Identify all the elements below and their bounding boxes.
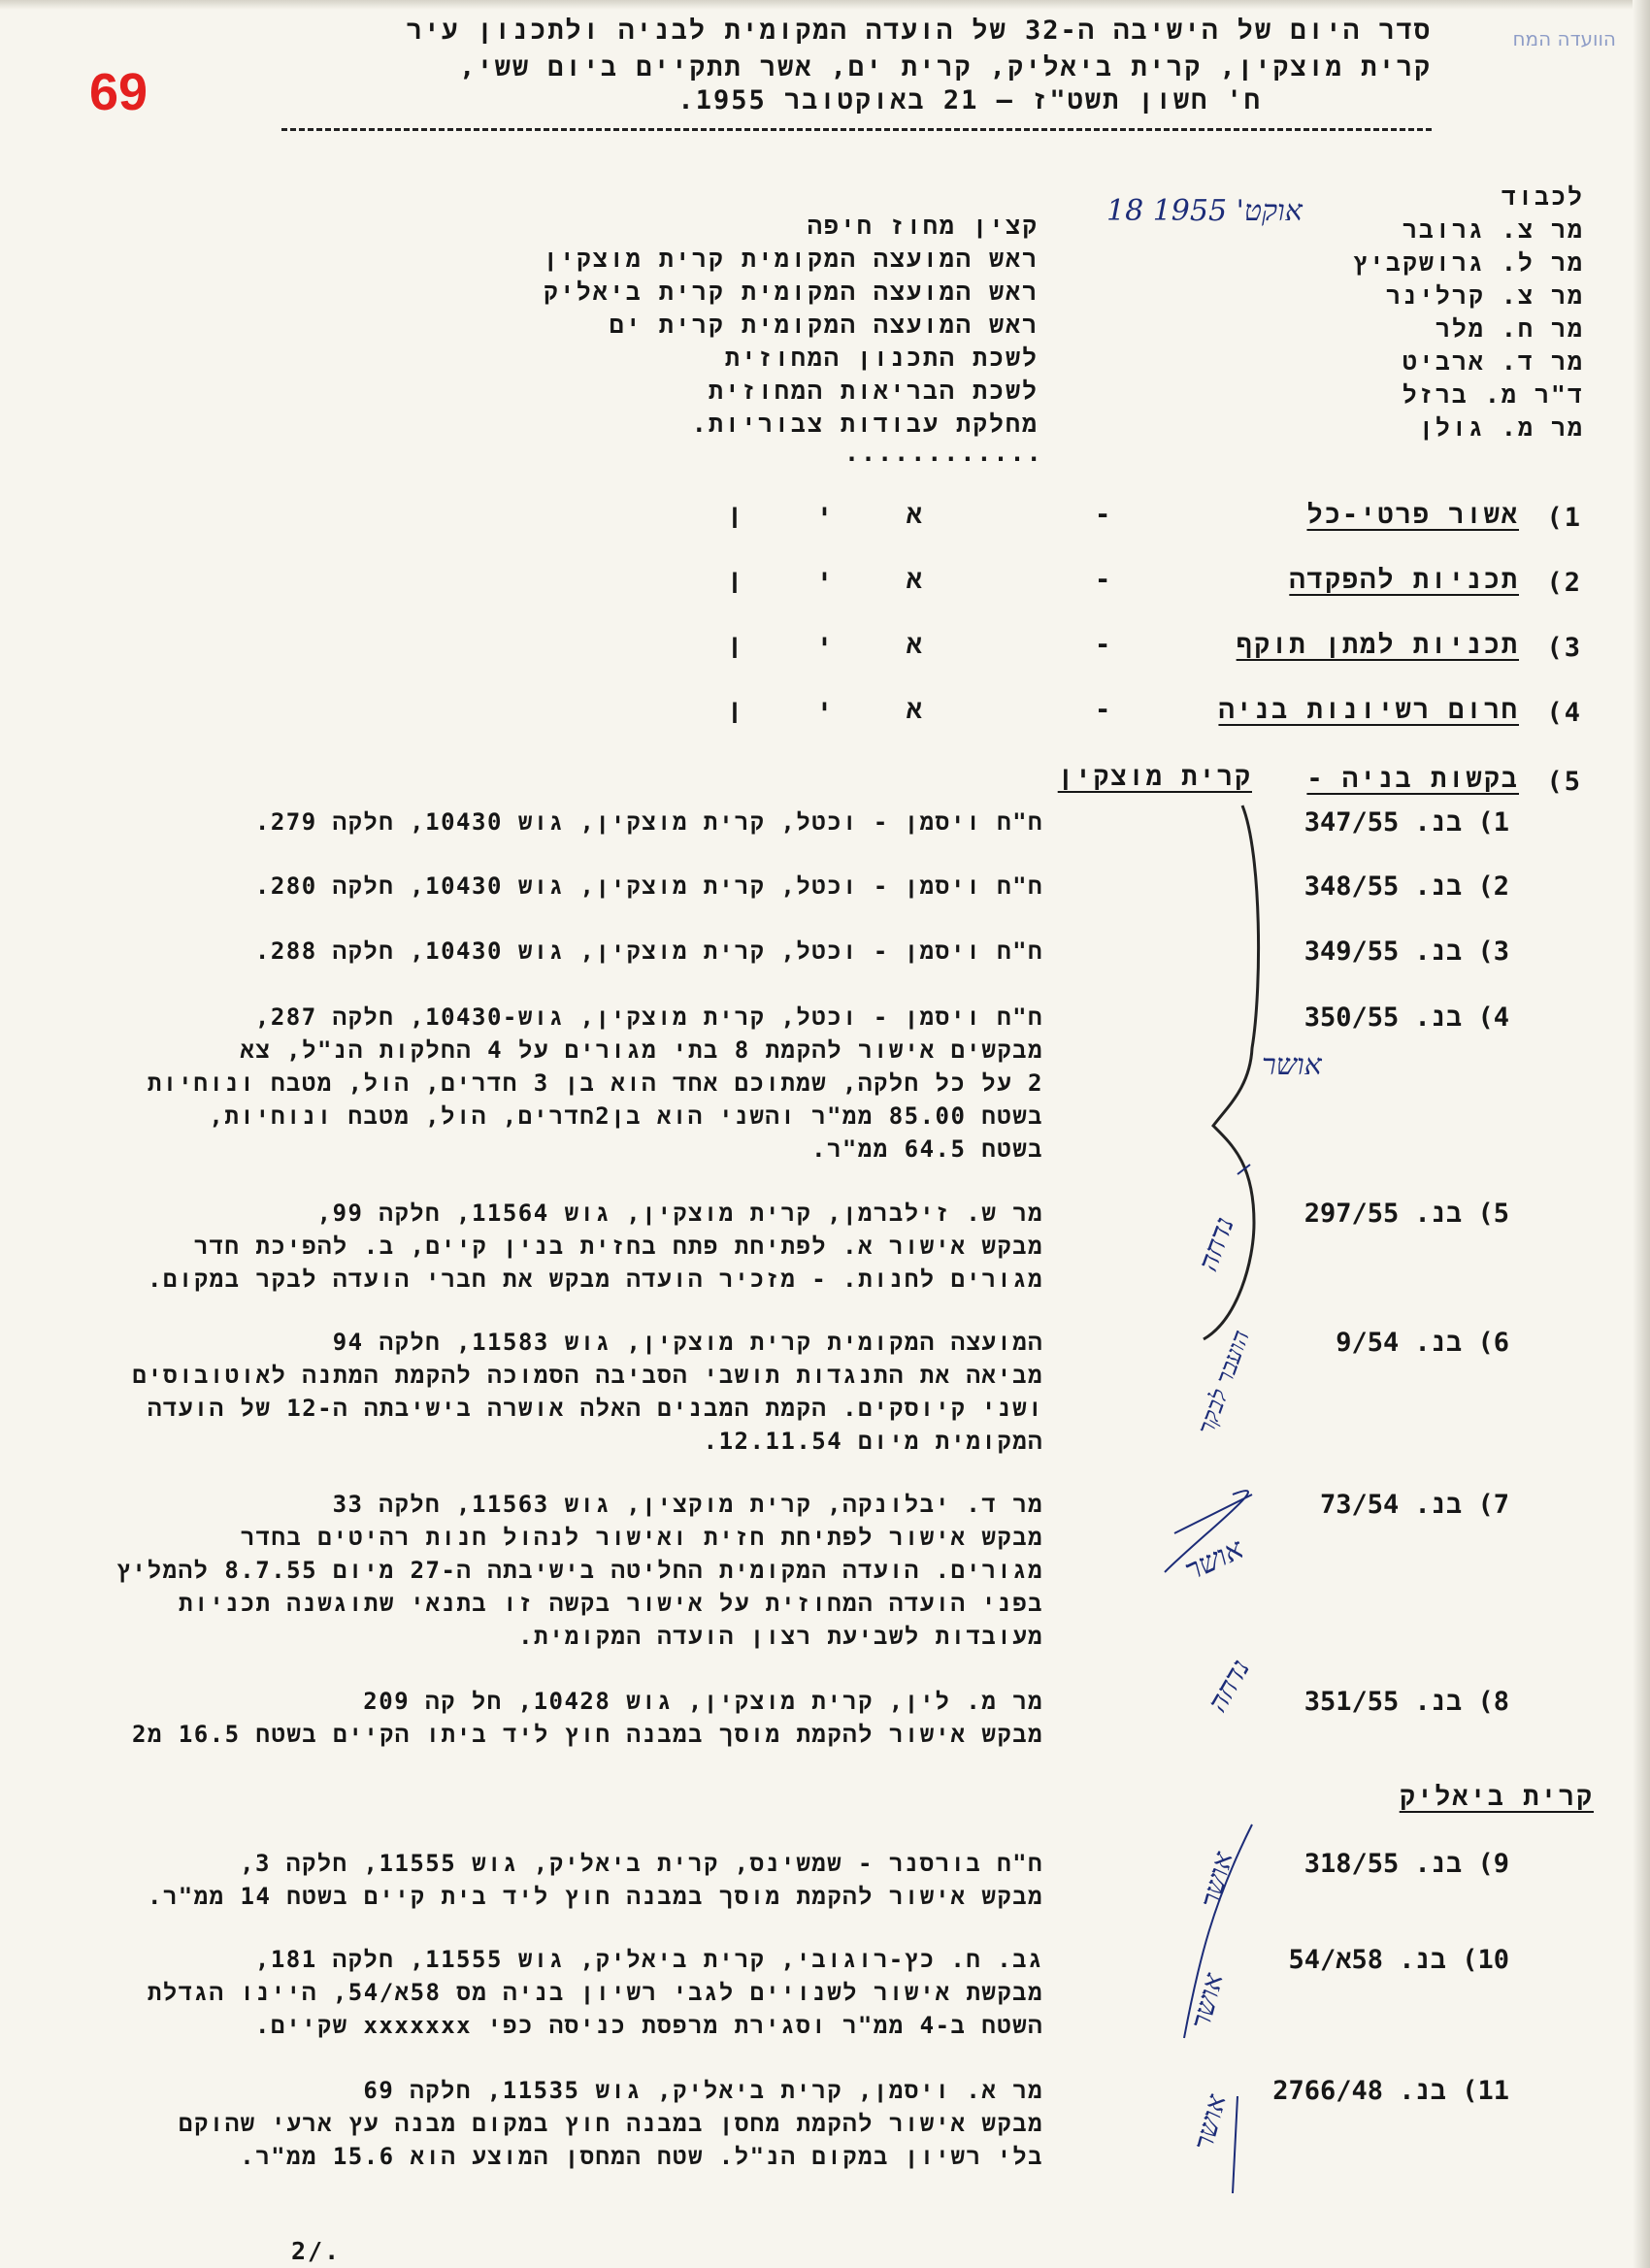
handwritten-note: אושר [1262, 1048, 1322, 1082]
handwritten-note: אושר [1193, 1848, 1239, 1911]
request-body: ח"ח ויסמן - וכטל, קרית מוצקין, גוש 10430, חלקה 280. [254, 872, 1043, 900]
request-body: מר מ. לין, קרית מוצקין, גוש 10428, חל קה 209 מבקש אישור להקמת מוסך במבנה חוץ ליד ביתו הקיים בשטח 16.5 מ2 [132, 1688, 1043, 1748]
request-ref: 10) בנ. 58א/54 [1288, 1945, 1509, 1975]
section-subtitle-bialik: קרית ביאליק [1399, 1782, 1594, 1812]
agenda-num: 4) [1546, 698, 1582, 728]
request-body: מר ד. יבלונקה, קרית מוקצין, גוש 11563, חלקה 33 מבקש אישור לפתיחת חזית ואישור לנהול חנות רהיטים בחדר מגורים. הועדה המקומית החליטה בישיבתה ה-27 מיום 8.7.55 להמליץ בפני הועדה המחוזית על אישור בקשה זו בתנאי שתוגשנה תכניות מעובדות לשביעת רצון הועדה המקומית. [116, 1491, 1043, 1650]
agenda-num: 1) [1546, 503, 1582, 533]
recipient-role: ראש המועצה המקומית קרית מוצקין [543, 245, 1039, 273]
page-continuation: 2/. [291, 2237, 342, 2265]
handwritten-note: אושר [1179, 1531, 1249, 1589]
corner-stamp: הוועדה המח [1512, 27, 1616, 50]
agenda-value: א י ן [726, 695, 951, 725]
handwritten-note: נדחה [1201, 1654, 1257, 1718]
paper-right-edge [1633, 0, 1650, 2268]
recipient-name: מר צ. קרלינר [1385, 281, 1584, 310]
recipient-name: מר ד. ארביט [1402, 347, 1584, 376]
agenda-num: 2) [1546, 568, 1582, 598]
request-ref: 7) בנ. 73/54 [1320, 1490, 1509, 1520]
request-body: ח"ח ויסמן - וכטל, קרית מוצקין, גוש 10430, חלקה 279. [254, 808, 1043, 836]
section-subtitle: קרית מוצקין [1057, 762, 1252, 792]
agenda-value: א י ן [726, 630, 951, 660]
page-number-stamp: 69 [89, 63, 148, 121]
request-ref: 4) בנ. 350/55 [1304, 1003, 1509, 1033]
agenda-num: 3) [1546, 633, 1582, 663]
agenda-title: חרום רשיונות בניה [1218, 695, 1519, 725]
agenda-value: א י ן [726, 565, 951, 595]
recipient-role: ראש המועצה המקומית קרית ים [609, 311, 1039, 339]
request-ref: 6) בנ. 9/54 [1336, 1328, 1509, 1358]
request-ref: 5) בנ. 297/55 [1304, 1199, 1509, 1229]
section-num: 5) [1546, 767, 1582, 797]
recipient-role: ראש המועצה המקומית קרית ביאליק [543, 278, 1039, 306]
request-body: המועצה המקומית קרית מוצקין, גוש 11583, חלקה 94 מביאה את התנגדות תושבי הסביבה הסמוכה להקמת המתנה לאוטובוסים ושני קיוסקים. הקמת המבנים האלה אושרה בישיבתה ה-12 של הועדה המקומית מיום 12.11.54. [132, 1329, 1043, 1455]
header-line-2: קרית מוצקין, קרית ביאליק, קרית ים, אשר תתקיים ביום ששי, [459, 52, 1432, 82]
handwritten-note: אושר [1183, 1969, 1230, 2032]
request-body: מר א. ויסמן, קרית ביאליק, גוש 11535, חלקה 69 מבקש אישור להקמת מחסן במבנה חוץ במקום מבנה עץ ארעי שהוקם בלי רשיון במקום הנ"ל. שטח המחסן המוצע הוא 15.6 ממ"ר. [179, 2077, 1043, 2170]
recipients-title: לכבוד [1501, 182, 1584, 211]
agenda-dash: - [1095, 630, 1113, 660]
handwritten-note: הועבר לבקר [1192, 1326, 1255, 1438]
recipient-role: לשכת התכנון המחוזית [724, 344, 1039, 372]
agenda-title: תכניות למתן תוקף [1236, 630, 1519, 660]
request-ref: 2) בנ. 348/55 [1304, 871, 1509, 902]
request-ref: 11) בנ. 2766/48 [1272, 2076, 1509, 2106]
request-ref: 1) בנ. 347/55 [1304, 807, 1509, 838]
request-body: ח"ח בורסנר - שמשינס, קרית ביאליק, גוש 11555, חלקה 3, מבקש אישור להקמת מוסך במבנה חוץ ליד בית קיים בשטח 14 ממ"ר. [147, 1850, 1043, 1910]
handwritten-note: אושר [1186, 2090, 1233, 2153]
section-title: בקשות בניה - [1306, 764, 1519, 794]
request-ref: 9) בנ. 318/55 [1304, 1849, 1509, 1879]
recipient-name: מר ל. גרושקביץ [1352, 248, 1584, 277]
request-body: ח"ח ויסמן - וכטל, קרית מוצקין, גוש 10430, חלקה 288. [254, 937, 1043, 965]
request-body: מר ש. זילברמן, קרית מוצקין, גוש 11564, חלקה 99, מבקש אישור א. לפתיחת פתח בחזית בנין קיים, ב. להפיכת חדר מגורים לחנות. - מזכיר הועדה מבקש את חברי הועדה לבקר במקום. [148, 1200, 1043, 1293]
request-ref: 8) בנ. 351/55 [1304, 1687, 1509, 1717]
paper-top-edge [0, 0, 1650, 10]
agenda-dash: - [1095, 695, 1113, 725]
recipients-dots: ............ [844, 439, 1043, 467]
recipient-name: מר ח. מלר [1435, 314, 1584, 343]
handwritten-note: נדחה [1191, 1212, 1240, 1276]
agenda-dash: - [1095, 565, 1113, 595]
recipient-role: קצין מחוז חיפה [807, 212, 1039, 240]
request-ref: 3) בנ. 349/55 [1304, 937, 1509, 967]
recipient-role: מחלקת עבודות צבוריות. [691, 410, 1039, 438]
agenda-dash: - [1095, 500, 1113, 530]
handwritten-date: 18 אוקט' 1955 [1106, 194, 1303, 228]
header-divider [281, 128, 1432, 131]
recipient-name: ד"ר מ. ברזל [1402, 380, 1584, 409]
request-body: גב. ח. כץ-רוגובי, קרית ביאליק, גוש 11555, חלקה 181, מבקשת אישור לשנויים לגבי רשיון בניה מס 58א/54, היינו הגדלת השטח ב-4 ממ"ר וסגירת מרפסת כניסה כפי xxxxxxx שקיים. [147, 1946, 1043, 2039]
agenda-title: אשור פרטי-כל [1306, 500, 1519, 530]
request-body: ח"ח ויסמן - וכטל, קרית מוצקין, גוש-10430, חלקה 287, מבקשים אישור להקמת 8 בתי מגורים על 4 החלקות הנ"ל, צא 2 על כל חלקה, שמתוכם אחד הוא בן 3 חדרים, הול, מטבח ונוחיות בשטח 85.00 ממ"ר והשני הוא בן2חדרים, הול, מטבח ונוחיות, בשטח 64.5 ממ"ר. [147, 1003, 1043, 1163]
agenda-value: א י ן [726, 500, 951, 530]
recipient-role: לשכת הבריאות המחוזית [708, 377, 1039, 405]
header-line-1: סדר היום של הישיבה ה-32 של הועדה המקומית לבניה ולתכנון עיר [406, 16, 1432, 46]
agenda-title: תכניות להפקדה [1289, 565, 1519, 595]
recipient-name: מר צ. גרובר [1402, 215, 1584, 244]
header-line-3: ח' חשון תשט"ז — 21 באוקטובר 1955. [677, 85, 1262, 115]
recipient-name: מר מ. גולן [1418, 413, 1584, 442]
